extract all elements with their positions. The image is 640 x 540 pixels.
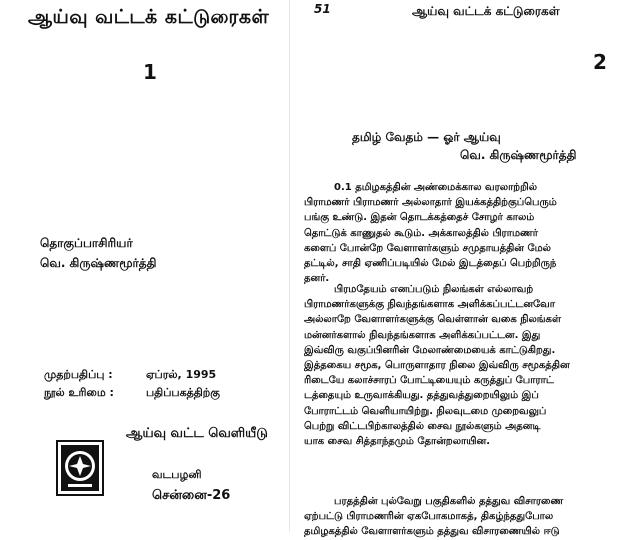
paragraph-line: பரதத்தின் புல்வேறு பகுதிகளில் தத்துவ விசாரணை — [334, 496, 564, 507]
rights-label: நூல் உரிமை : — [44, 386, 114, 399]
article-author: வெ. கிருஷ்ணமூர்த்தி — [460, 148, 577, 162]
paragraph-line: தனர். — [304, 273, 330, 285]
paragraph-line: பங்கு உண்டு. இதன் தொடக்கத்தைச் சோழர் காலம் — [304, 212, 535, 224]
chapter-number: 2 — [593, 50, 607, 74]
paragraph-line: போராட்டம் வெளியாயிற்று. நிலவுடமை முறைவலுப் — [304, 405, 547, 417]
publisher-area: வடபழனி — [152, 468, 202, 481]
right-page — [290, 0, 640, 538]
rights-value: பதிப்பகத்திற்கு — [146, 386, 220, 399]
paragraph-line: ஏற்பட்டு பிராமணரின் ஏகபோகமாகத், திகழ்ந்ததுபோல — [304, 511, 554, 523]
paragraph-line: தமிழகத்தில் வேளாளர்களும் தத்துவ விசாரணையில் ஈடு — [304, 526, 560, 538]
paragraph-line: டத்தையும் உருவாக்கியது. தத்துவத்துறையிலும் இப் — [304, 390, 539, 402]
paragraph-2 — [304, 282, 632, 449]
left-page — [0, 0, 290, 532]
publisher-name: ஆய்வு வட்ட வெளியீடு — [126, 426, 268, 441]
first-edition-row — [44, 368, 217, 383]
paragraph-line: யாக சைவ சித்தாந்தமும் தோன்றலாயின. — [304, 436, 491, 448]
first-edition-label: முதற்பதிப்பு : — [44, 368, 113, 381]
paragraph-line: பிராமணர்களுக்கு நிவந்தங்களாக அளிக்கப்பட்டனவோ — [304, 299, 555, 311]
paragraph-line: களைப் போன்றே வேளாளர்களும் சமுதாயத்தின் மேல் — [304, 242, 551, 254]
volume-number: 1 — [143, 60, 157, 84]
first-edition-value: ஏப்ரல், 1995 — [146, 368, 217, 381]
compiler-name: வெ. கிருஷ்ணமூர்த்தி — [40, 256, 157, 270]
paragraph-line: அல்லாறே வேளாளர்களுக்கு வெள்ளான் வகை நிலங்கள் — [304, 314, 561, 326]
running-head: ஆய்வு வட்டக் கட்டுரைகள் — [412, 4, 560, 18]
paragraph-3 — [304, 494, 632, 540]
paragraph-line: பெற்று விட்டபிற்காலத்தில் சைவ நூல்களும் அதனடி — [304, 420, 541, 432]
publisher-city: சென்னை-26 — [152, 488, 231, 503]
paragraph-1 — [304, 180, 632, 286]
publisher-seal-icon — [56, 440, 104, 496]
rights-row — [44, 386, 220, 401]
paragraph-line: பிரமதேயம் எனப்படும் நிலங்கள் எல்லாவற் — [334, 284, 534, 295]
paragraph-line: மன்னர்களால் நிவந்தங்களாக அளிக்கப்பட்டன. இது — [304, 329, 541, 341]
paragraph-line: தொட்டுக் காணுதல் கூடும். அக்காலத்தில் பிராமணர் — [304, 227, 538, 239]
compiler-label: தொகுப்பாசிரியர் — [40, 236, 133, 250]
paragraph-line: ரிடையே கலாச்சாரப் போட்டியையும் கருத்துப் போராட் — [304, 375, 554, 387]
paragraph-line: பிராமணர் பிராமணர் அல்லாதார் இயக்கத்திற்குப்பெரும் — [304, 197, 557, 209]
paragraph-line: 0.1 தமிழகத்தின் அண்மைக்கால வரலாற்றில் — [334, 182, 538, 193]
paragraph-line: இவ்விரு வகுப்பினரின் மேலாண்மையைக் காட்டுகிறது. — [304, 344, 556, 356]
paragraph-line: தட்டில், சாதி ஏணிப்படியில் மேல் இடத்தைப் பெற்றிருந் — [304, 258, 557, 270]
page-number: 51 — [314, 2, 331, 16]
book-title: ஆய்வு வட்டக் கட்டுரைகள் — [28, 6, 270, 28]
paragraph-line: இத்தகைய சமூக, பொருளாதார நிலை இவ்விரு சமூகத்தின — [304, 360, 570, 372]
article-title: தமிழ் வேதம் — ஓர் ஆய்வு — [352, 130, 501, 144]
